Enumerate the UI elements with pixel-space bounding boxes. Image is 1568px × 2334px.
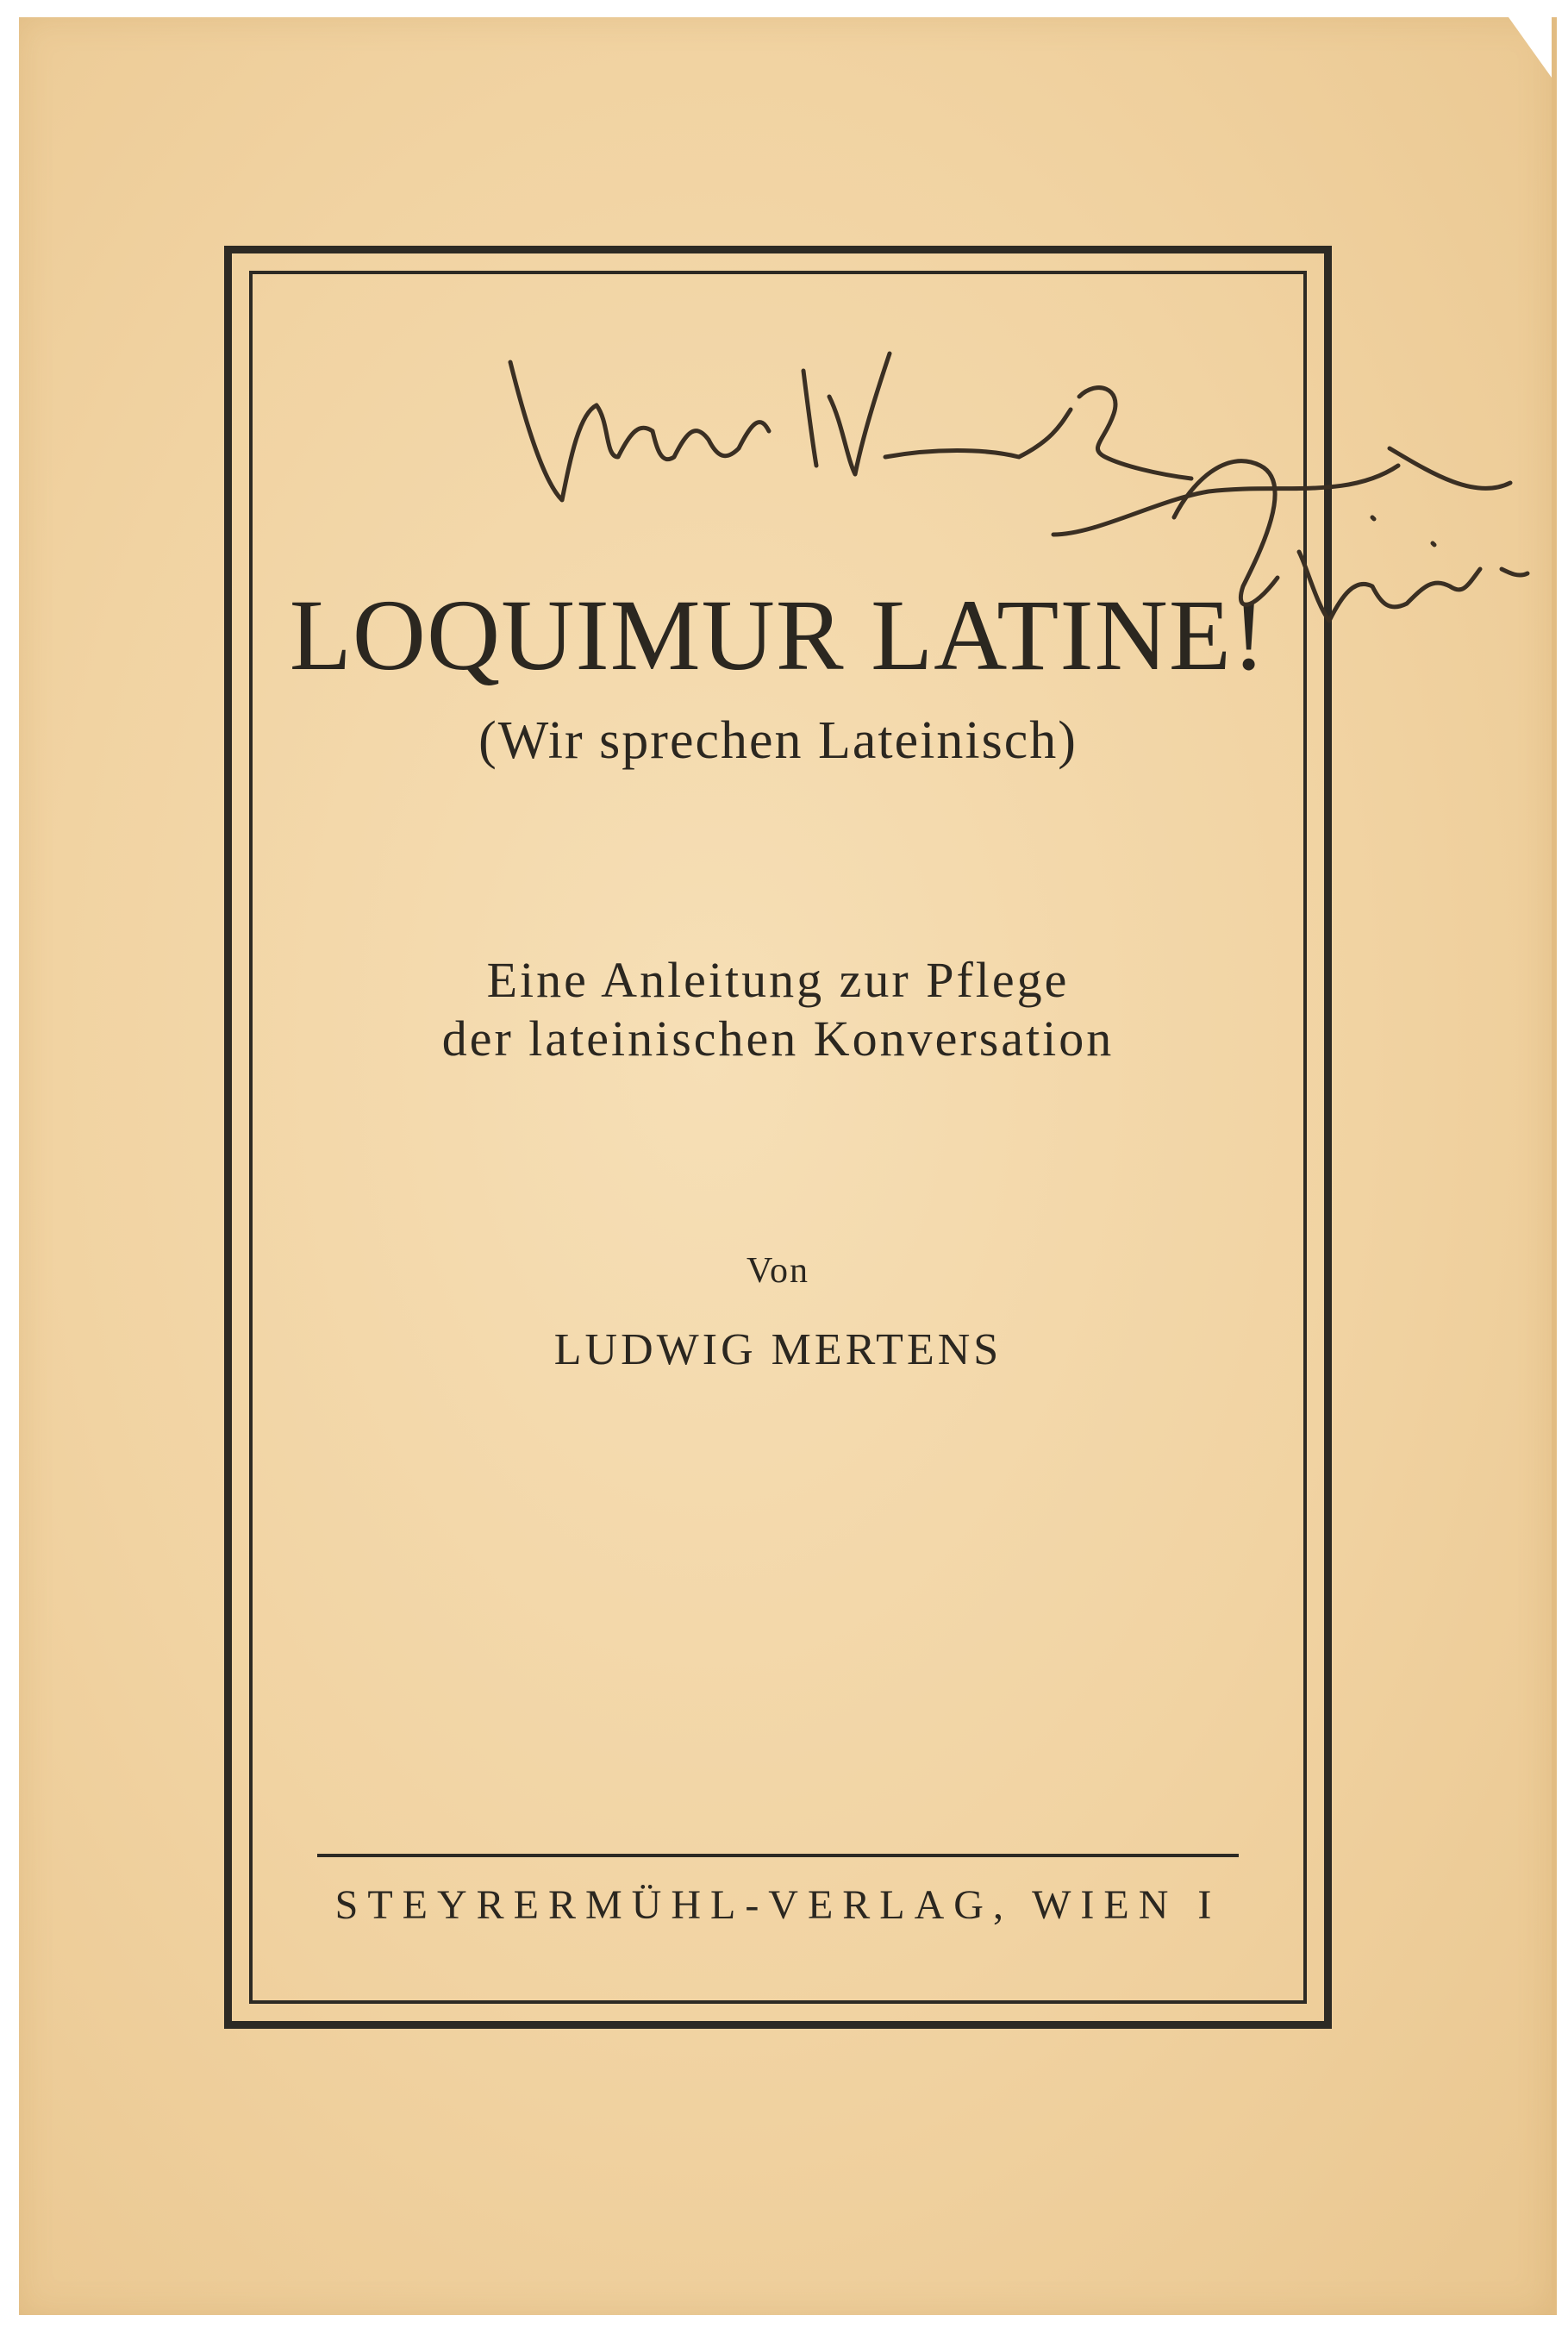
description-line-2: der lateinischen Konversation <box>441 1011 1115 1067</box>
author-name: LUDWIG MERTENS <box>553 1325 1003 1374</box>
description-line-1: Eine Anleitung zur Pflege <box>486 952 1070 1008</box>
booklet-cover <box>19 17 1557 2315</box>
publisher-divider <box>317 1854 1239 1857</box>
publisher-name: STEYRERMÜHL-VERLAG, WIEN I <box>334 1882 1221 1928</box>
by-label: Von <box>747 1251 809 1291</box>
book-description <box>253 951 1303 1068</box>
book-subtitle: (Wir sprechen Lateinisch) <box>478 711 1078 770</box>
folded-corner <box>1509 17 1552 78</box>
handwritten-signature-icon <box>502 328 1568 741</box>
book-title: LOQUIMUR LATINE! <box>289 579 1267 691</box>
